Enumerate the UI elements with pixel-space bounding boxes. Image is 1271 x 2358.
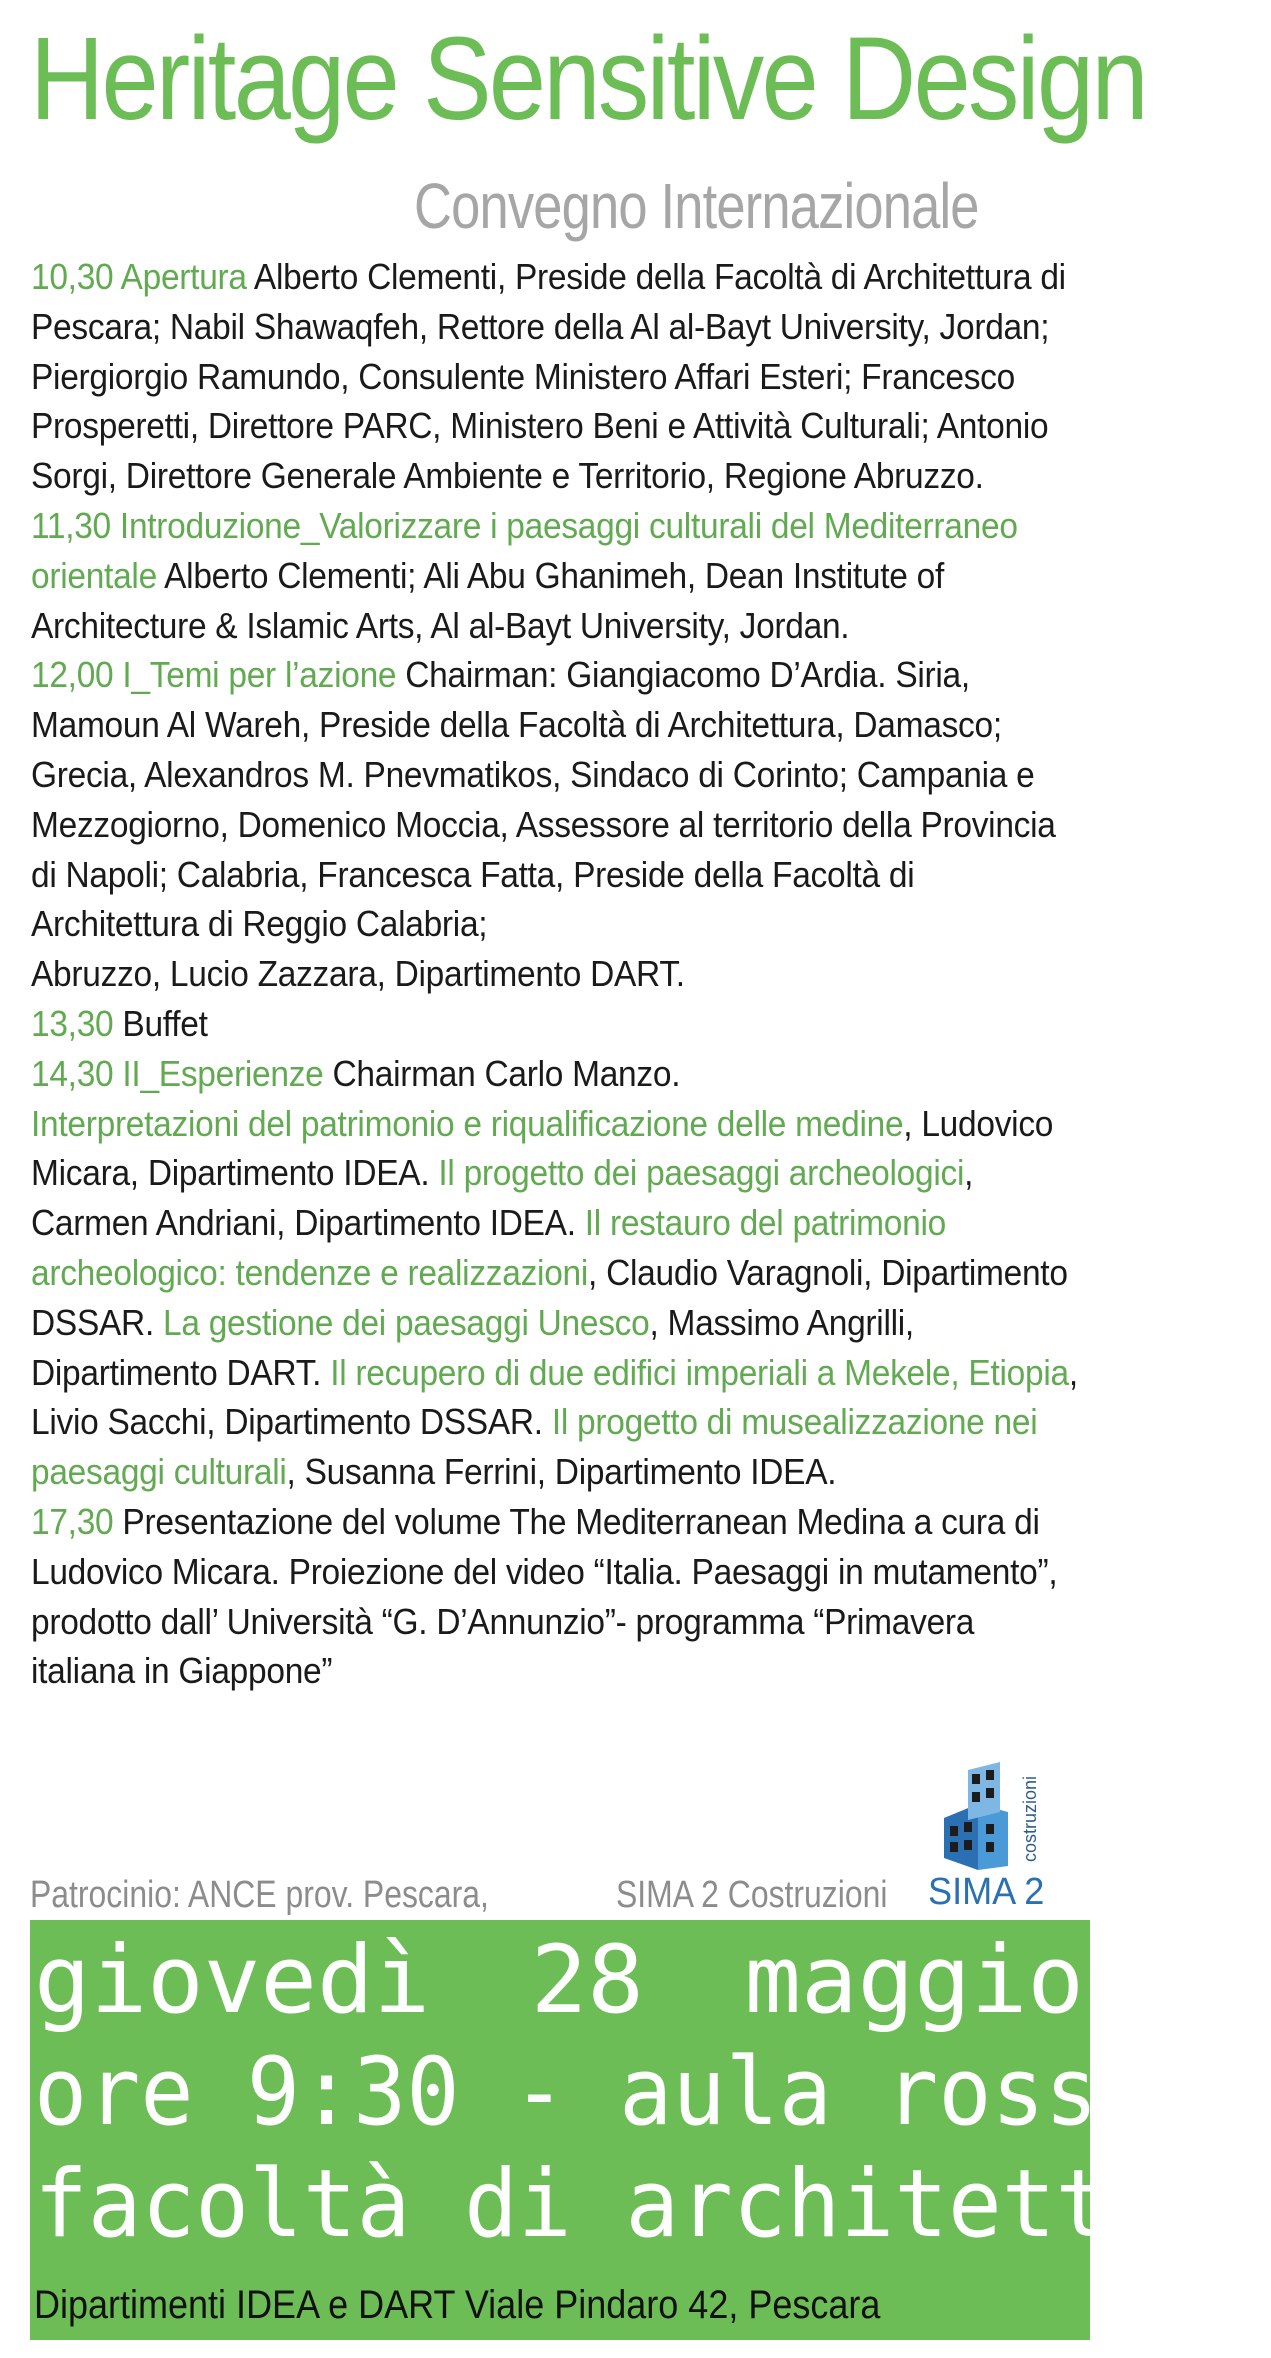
event-time-place: ore 9:30 - aula rossa xyxy=(34,2038,1152,2147)
program-text: Chairman: Giangiacomo D’Ardia. Siria, Mamoun Al Wareh, Preside della Facoltà di Architettura, Damasco; Grecia, Alexandros M. Pnevmatikos, Sindaco di Corinto; Campania e Mezzogiorno, Domenico Moccia, Assessore al territorio della Provincia di Napoli; Calabria, Francesca Fatta, Preside della Facoltà di Architettura di Reggio Calabria; xyxy=(31,654,1056,945)
program-item-introduzione xyxy=(31,501,1082,650)
poster-subtitle: Convegno Internazionale xyxy=(414,170,979,242)
program-item-apertura xyxy=(31,252,1082,501)
program-time: 14,30 II_Esperienze xyxy=(31,1052,324,1094)
event-address: Dipartimenti IDEA e DART Viale Pindaro 42, Pescara xyxy=(34,2283,881,2327)
event-weekday: giovedì xyxy=(34,1926,431,2035)
program-item-temi-continued xyxy=(31,949,1082,999)
program-item-buffet xyxy=(31,999,1082,1049)
program-item-presentazione xyxy=(31,1497,1082,1696)
program-text: Presentazione del volume The Mediterranean Medina a cura di Ludovico Micara. Proiezione del video “Italia. Paesaggi in mutamento”, prodotto dall’ Università “G. D’Annunzio”- programma “Primavera italiana in Giappone” xyxy=(31,1500,1058,1692)
program-text: Alberto Clementi; Ali Abu Ghanimeh, Dean Institute of Architecture & Islamic Arts, Al al-Bayt University, Jordan. xyxy=(31,554,944,646)
talk-speaker: , Susanna Ferrini, Dipartimento IDEA. xyxy=(286,1451,837,1493)
program-time: 13,30 xyxy=(31,1002,114,1044)
talk-title: Interpretazioni del patrimonio e riqualificazione delle medine xyxy=(31,1102,904,1144)
program-time: 11,30 Introduzione_Valorizzare i paesaggi culturali del Mediterraneo orientale xyxy=(31,504,1018,596)
event-venue: facoltà di architettura xyxy=(34,2150,1271,2259)
program-text: Chairman Carlo Manzo. xyxy=(323,1052,681,1094)
event-date xyxy=(34,1926,1084,2036)
talk-speaker: , Massimo Angrilli, Dipartimento DART. xyxy=(31,1301,914,1393)
program-time: 17,30 xyxy=(31,1500,114,1542)
talk-title: Il progetto di musealizzazione nei paesaggi culturali xyxy=(31,1401,1038,1493)
sima-logo xyxy=(928,1762,1058,1912)
talk-title: La gestione dei paesaggi Unesco xyxy=(163,1301,650,1343)
talk-speaker: , Livio Sacchi, Dipartimento DSSAR. xyxy=(31,1351,1078,1443)
program-talks xyxy=(31,1099,1082,1497)
program-time: 10,30 Apertura xyxy=(31,256,247,297)
program-schedule xyxy=(31,252,1082,1696)
program-text: Abruzzo, Lucio Zazzara, Dipartimento DART. xyxy=(31,953,685,995)
talk-title: Il restauro del patrimonio archeologico: tendenze e realizzazioni xyxy=(31,1202,946,1293)
event-month: maggio xyxy=(744,1926,1084,2035)
talk-speaker: , Carmen Andriani, Dipartimento IDEA. xyxy=(31,1152,974,1244)
program-item-temi xyxy=(31,650,1082,949)
talk-title: Il recupero di due edifici imperiali a Mekele, Etiopia xyxy=(330,1351,1069,1393)
building-icon xyxy=(938,1762,1012,1870)
program-item-esperienze xyxy=(31,1049,1082,1099)
program-time: 12,00 I_Temi per l’azione xyxy=(31,654,397,696)
patronage-label: Patrocinio: ANCE prov. Pescara, xyxy=(30,1874,489,1916)
event-banner xyxy=(30,1920,1271,2340)
talk-speaker: , Ludovico Micara, Dipartimento IDEA. xyxy=(31,1102,1054,1194)
logo-wordmark: SIMA 2 xyxy=(928,1871,1045,1913)
talk-speaker: , Claudio Varagnoli, Dipartimento DSSAR. xyxy=(31,1251,1068,1343)
sponsor-name: SIMA 2 Costruzioni xyxy=(616,1874,888,1916)
event-day: 28 xyxy=(530,1926,644,2035)
poster-title: Heritage Sensitive Design xyxy=(30,13,1146,145)
program-text: Alberto Clementi, Preside della Facoltà di Architettura di Pescara; Nabil Shawaqfeh, Rettore della Al al-Bayt University, Jordan; Piergiorgio Ramundo, Consulente Ministero Affari Esteri; Francesco Prosperetti, Direttore PARC, Ministero Beni e Attività Culturali; Antonio Sorgi, Direttore Generale Ambiente e Territorio, Regione Abruzzo. xyxy=(31,256,1066,497)
logo-side-text: costruzioni xyxy=(1020,1775,1040,1862)
program-text: Buffet xyxy=(113,1002,208,1044)
talk-title: Il progetto dei paesaggi archeologici xyxy=(438,1152,965,1194)
